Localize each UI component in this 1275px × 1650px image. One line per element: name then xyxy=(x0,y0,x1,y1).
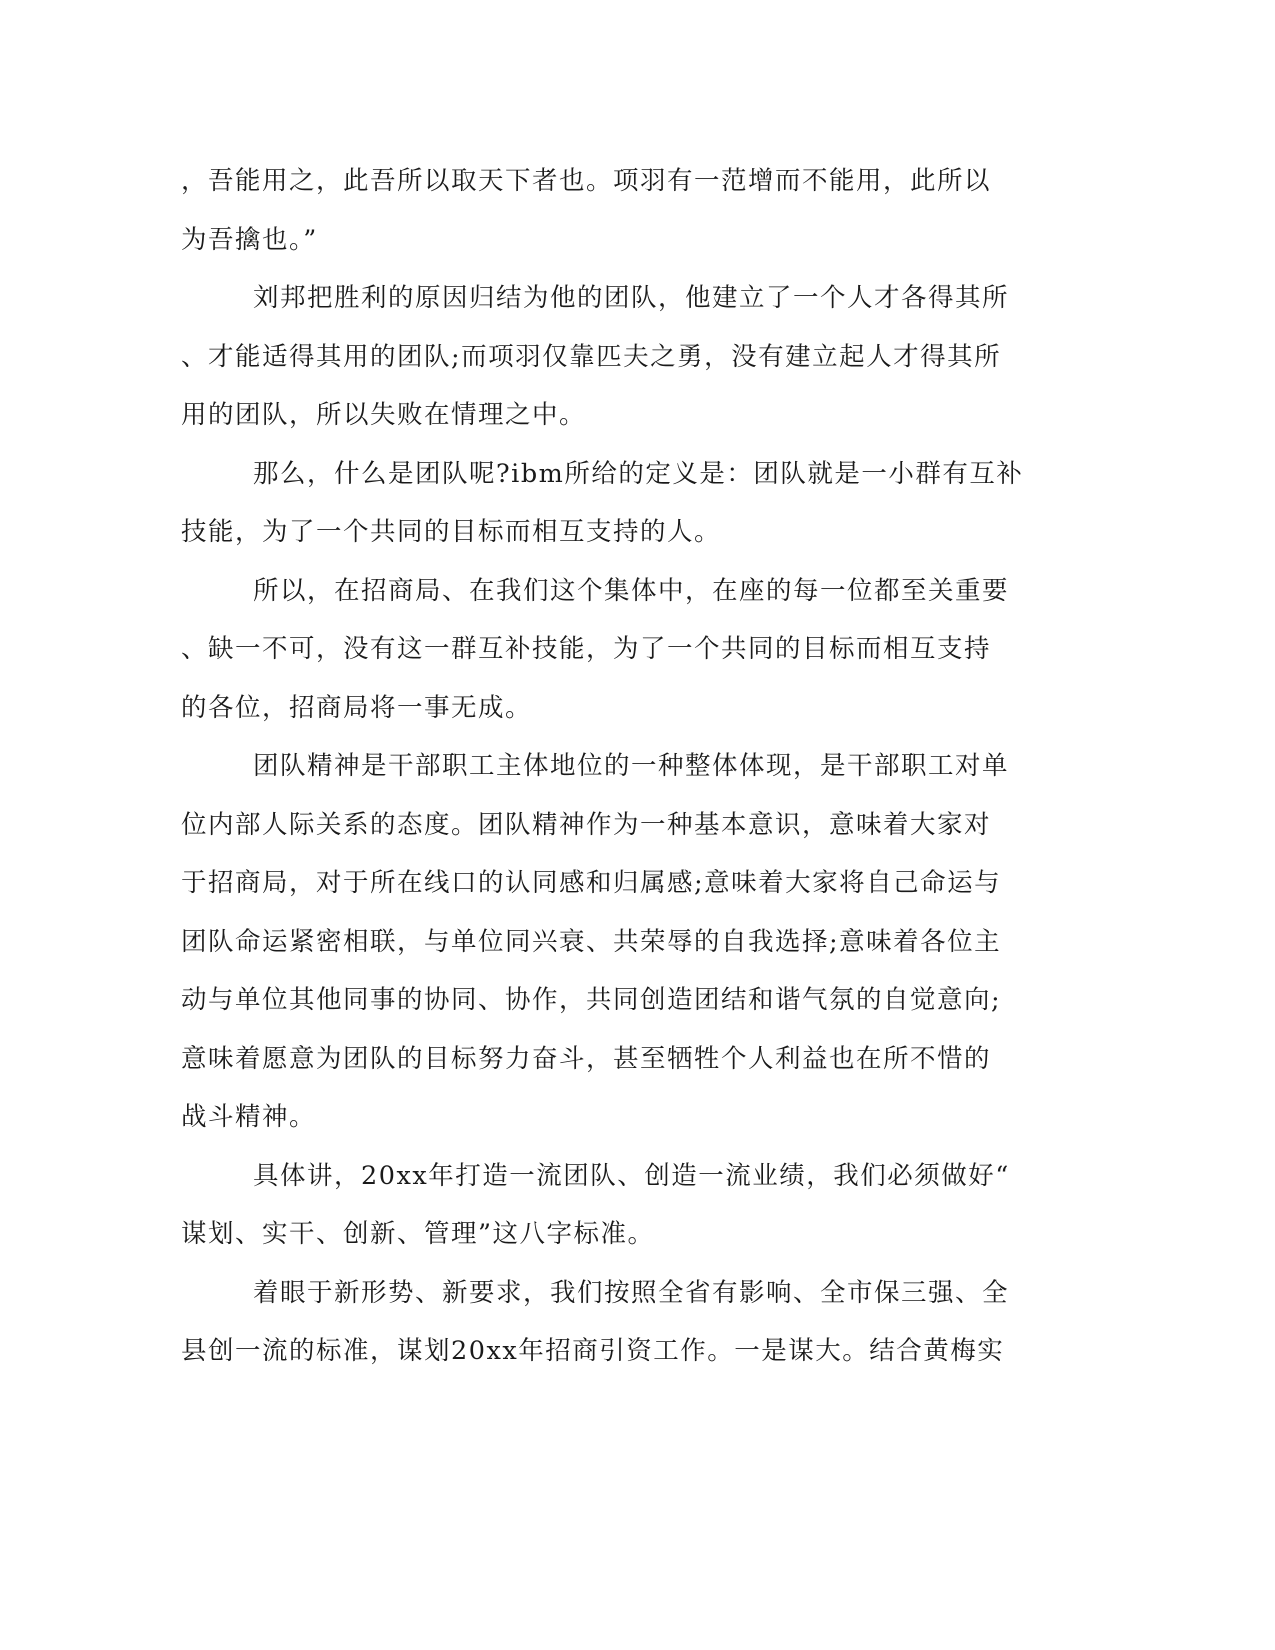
body-text xyxy=(181,161,1041,1390)
text-line-17: 战斗精神。 xyxy=(181,1102,317,1132)
text-line-15: 动与单位其他同事的协同、协作，共同创造团结和谐气氛的自觉意向; xyxy=(181,985,1002,1015)
text-line-14: 团队命运紧密相联，与单位同兴衰、共荣辱的自我选择;意味着各位主 xyxy=(181,926,1002,957)
text-line-1: ，吾能用之，此吾所以取天下者也。项羽有一范增而不能用，此所以 xyxy=(181,166,992,196)
text-line-10: 的各位，招商局将一事无成。 xyxy=(181,692,533,723)
text-line-5: 用的团队，所以失败在情理之中。 xyxy=(181,400,587,430)
text-line-18: 具体讲，20xx年打造一流团队、创造一流业绩，我们必须做好“ xyxy=(253,1160,1010,1191)
text-line-20: 着眼于新形势、新要求，我们按照全省有影响、全市保三强、全 xyxy=(253,1277,1010,1308)
text-line-4: 、才能适得其用的团队;而项羽仅靠匹夫之勇，没有建立起人才得其所 xyxy=(181,341,1002,372)
text-line-21: 县创一流的标准，谋划20xx年招商引资工作。一是谋大。结合黄梅实 xyxy=(181,1336,1005,1366)
text-line-8: 所以，在招商局、在我们这个集体中，在座的每一位都至关重要 xyxy=(253,575,1010,606)
text-line-19: 谋划、实干、创新、管理”这八字标准。 xyxy=(181,1219,655,1249)
text-line-16: 意味着愿意为团队的目标努力奋斗，甚至牺牲个人利益也在所不惜的 xyxy=(181,1043,992,1074)
text-line-9: 、缺一不可，没有这一群互补技能，为了一个共同的目标而相互支持 xyxy=(181,634,992,664)
text-line-11: 团队精神是干部职工主体地位的一种整体体现，是干部职工对单 xyxy=(253,751,1010,781)
text-line-7: 技能，为了一个共同的目标而相互支持的人。 xyxy=(181,517,722,547)
text-line-13: 于招商局，对于所在线口的认同感和归属感;意味着大家将自己命运与 xyxy=(181,868,1002,898)
text-line-6: 那么，什么是团队呢?ibm所给的定义是：团队就是一小群有互补 xyxy=(253,458,1024,489)
text-line-3: 刘邦把胜利的原因归结为他的团队，他建立了一个人才各得其所 xyxy=(253,283,1010,313)
text-line-12: 位内部人际关系的态度。团队精神作为一种基本意识，意味着大家对 xyxy=(181,809,992,840)
text-line-2: 为吾擒也。” xyxy=(181,224,318,255)
